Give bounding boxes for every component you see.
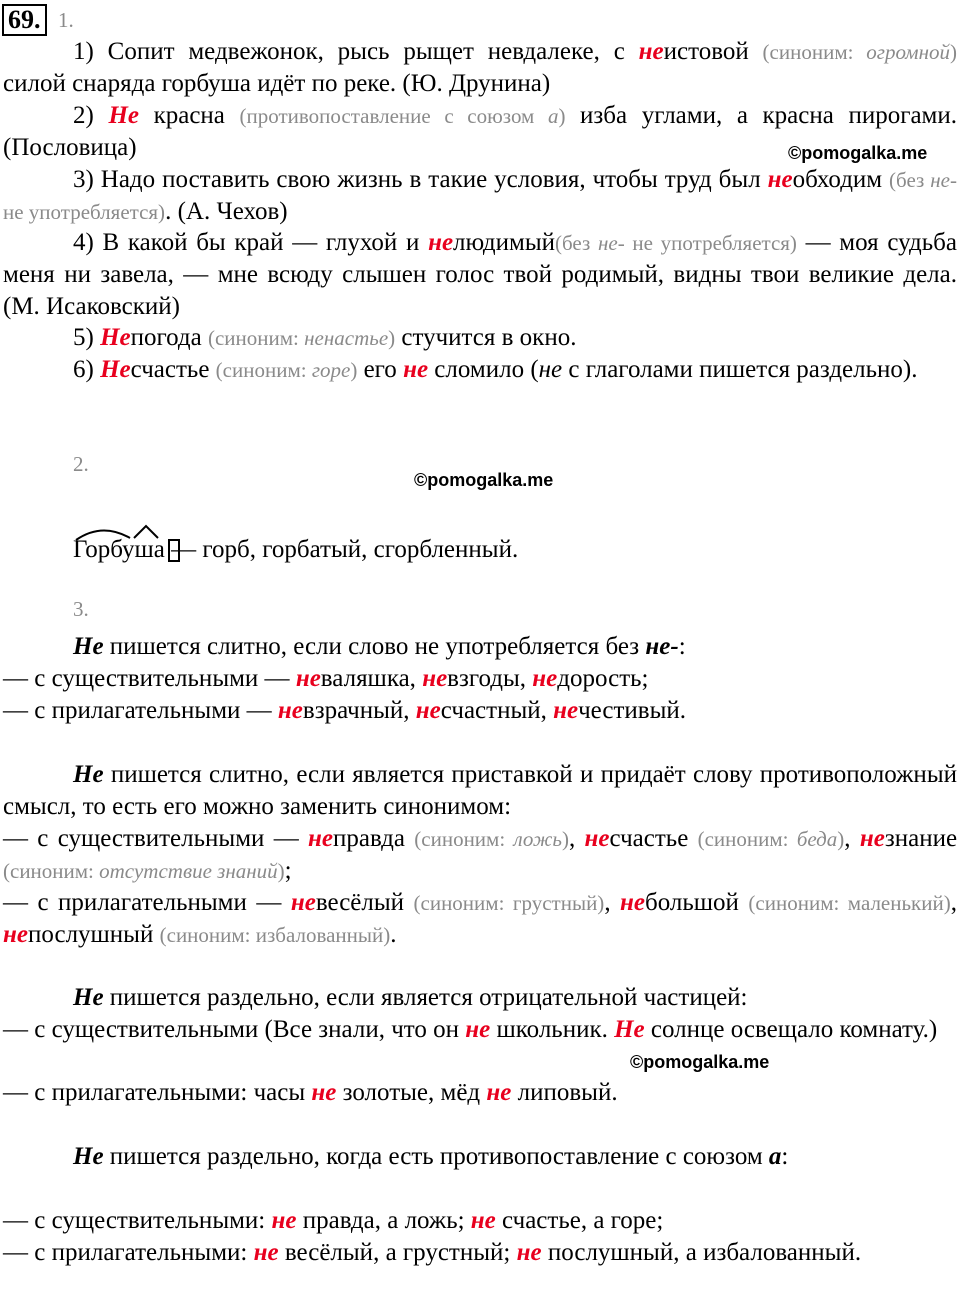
highlight-ne: не bbox=[553, 697, 579, 724]
analyzed-word: Горбуша bbox=[73, 536, 165, 563]
note-text: ) bbox=[561, 827, 569, 851]
note-text: ) bbox=[388, 326, 396, 350]
text: , bbox=[604, 889, 621, 916]
highlight-ne: не bbox=[532, 665, 558, 692]
watermark: ©pomogalka.me bbox=[788, 143, 928, 163]
note-text: (синоним: bbox=[3, 859, 100, 883]
note bbox=[240, 104, 566, 128]
note-text: (синоним: bbox=[697, 827, 797, 851]
highlight-ne: Не bbox=[614, 1016, 645, 1043]
note bbox=[555, 231, 797, 255]
note-text: (синоним: bbox=[207, 326, 305, 350]
text: погода bbox=[130, 324, 208, 351]
note-text: (без bbox=[889, 168, 931, 192]
text: послушный bbox=[27, 921, 160, 948]
note-italic: а bbox=[547, 104, 559, 128]
rule-2 bbox=[3, 759, 957, 823]
note bbox=[216, 358, 358, 382]
highlight-ne: не bbox=[767, 166, 793, 193]
text: , bbox=[950, 889, 957, 916]
note-text: (противопоставление с союзом bbox=[239, 104, 548, 128]
highlight-ne: не bbox=[638, 38, 664, 65]
highlight-ne: Не bbox=[108, 102, 139, 129]
text: 2) bbox=[73, 102, 109, 129]
text: пишется раздельно, если является отрицательной частицей: bbox=[103, 984, 748, 1011]
text: сломило ( bbox=[428, 356, 539, 383]
note-text: ) bbox=[950, 40, 957, 64]
highlight-ne: не bbox=[415, 697, 441, 724]
text: счастье bbox=[609, 825, 698, 852]
text: пишется слитно, если является приставкой и придаёт слову противоположный смысл, то есть его можно заменить синонимом: bbox=[3, 761, 957, 820]
note-italic: огромной bbox=[866, 40, 950, 64]
highlight-ne: не bbox=[277, 697, 303, 724]
text: 1) Сопит медвежонок, рысь рыщет невдалеке, с bbox=[73, 38, 639, 65]
text: счастье, а горе; bbox=[495, 1207, 664, 1234]
text: : bbox=[781, 1143, 789, 1170]
rule-2-adjectives bbox=[3, 887, 957, 951]
ne-label: Не bbox=[73, 1143, 104, 1170]
note: (синоним: грустный) bbox=[413, 891, 605, 915]
section-number-3: 3. bbox=[73, 597, 89, 621]
highlight-ne: не bbox=[308, 825, 333, 852]
note: (синоним: маленький) bbox=[748, 891, 951, 915]
note-text: ) bbox=[277, 859, 285, 883]
note-italic: беда bbox=[796, 827, 838, 851]
text: счастье bbox=[130, 356, 216, 383]
ne-label: не- bbox=[645, 633, 679, 660]
note-text: ) bbox=[837, 827, 845, 851]
text: с глаголами пишется раздельно). bbox=[562, 356, 918, 383]
note-text: ) bbox=[350, 358, 358, 382]
highlight-ne: не bbox=[428, 229, 454, 256]
text: 3) Надо поставить свою жизнь в такие условия, чтобы труд был bbox=[73, 166, 768, 193]
section-number-2: 2. bbox=[73, 452, 89, 476]
text: весёлый bbox=[315, 889, 414, 916]
text: — моя судьба меня ни завела, — мне всюду слышен голос твой родимый, видны твои великие дела. (М. Исаковский) bbox=[3, 229, 957, 320]
highlight-ne: не bbox=[516, 1239, 542, 1266]
text: пишется слитно, если слово не употребляется без bbox=[103, 633, 646, 660]
text: школьник. bbox=[490, 1016, 615, 1043]
text: — с прилагательными — bbox=[3, 889, 291, 916]
note: (синоним: избалованный) bbox=[159, 923, 391, 947]
highlight-ne: не bbox=[271, 1207, 297, 1234]
note-italic: ложь bbox=[513, 827, 562, 851]
text: . bbox=[390, 921, 397, 948]
text: правда, а ложь; bbox=[296, 1207, 471, 1234]
text: : bbox=[678, 633, 686, 660]
highlight-ne: не bbox=[470, 1207, 496, 1234]
watermark: ©pomogalka.me bbox=[630, 1052, 770, 1072]
note-italic: отсутствие знаний bbox=[99, 859, 278, 883]
note-text: (синоним: bbox=[414, 827, 514, 851]
morpheme-analysis bbox=[73, 534, 873, 566]
highlight-ne: не bbox=[584, 825, 610, 852]
highlight-ne: не bbox=[859, 825, 885, 852]
text: — с существительными — bbox=[3, 665, 296, 692]
sentence-3 bbox=[3, 164, 957, 228]
text: — с существительными: bbox=[3, 1207, 272, 1234]
text: 6) bbox=[73, 356, 101, 383]
text: 4) В какой бы край — глухой и bbox=[73, 229, 429, 256]
text: послушный, а избалованный. bbox=[541, 1239, 862, 1266]
highlight-ne: не bbox=[620, 889, 646, 916]
ne-label: Не bbox=[73, 761, 104, 788]
rule-2-nouns bbox=[3, 823, 957, 887]
text: истовой bbox=[663, 38, 763, 65]
text: ; bbox=[284, 857, 292, 884]
note-italic: ненастье bbox=[304, 326, 389, 350]
text: — с существительными — bbox=[3, 825, 309, 852]
text: пишется раздельно, когда есть противопоставление с союзом bbox=[103, 1143, 769, 1170]
note-text: (без bbox=[555, 231, 598, 255]
rule-1 bbox=[3, 631, 957, 663]
text: 5) bbox=[73, 324, 101, 351]
text: липовый. bbox=[511, 1079, 618, 1106]
text: , bbox=[844, 825, 860, 852]
text: красна bbox=[138, 102, 240, 129]
note bbox=[208, 326, 395, 350]
text: — горб, горбатый, сгорбленный. bbox=[164, 536, 519, 563]
rule-3 bbox=[3, 982, 957, 1014]
note-italic: не- bbox=[598, 231, 625, 255]
rule-4-adjectives bbox=[3, 1237, 957, 1269]
text: большой bbox=[645, 889, 749, 916]
rule-3-nouns bbox=[3, 1014, 957, 1046]
sentence-1 bbox=[3, 36, 957, 100]
rule-1-adjectives bbox=[3, 695, 957, 727]
text: правда bbox=[333, 825, 415, 852]
highlight-ne: не bbox=[290, 889, 316, 916]
note-text: ) bbox=[558, 104, 566, 128]
rule-1-nouns bbox=[3, 663, 957, 695]
text: — с прилагательными: bbox=[3, 1239, 254, 1266]
sentence-4 bbox=[3, 227, 957, 323]
rule-4 bbox=[3, 1141, 957, 1173]
highlight-ne: не bbox=[3, 921, 28, 948]
note bbox=[763, 40, 957, 64]
note-text: не употребляется) bbox=[624, 231, 797, 255]
sentence-5 bbox=[3, 322, 957, 354]
text: — с существительными (Все знали, что он bbox=[3, 1016, 466, 1043]
highlight-ne: не bbox=[295, 665, 321, 692]
ne-label: Не bbox=[73, 984, 104, 1011]
highlight-ne: не bbox=[403, 356, 429, 383]
section-number-1: 1. bbox=[58, 8, 74, 32]
text: , bbox=[568, 825, 585, 852]
sentence-6 bbox=[3, 354, 957, 386]
text: весёлый, а грустный; bbox=[278, 1239, 517, 1266]
text: — с прилагательными: часы bbox=[3, 1079, 312, 1106]
text: знание bbox=[884, 825, 958, 852]
text: . (А. Чехов) bbox=[165, 198, 288, 225]
text: золотые, мёд bbox=[336, 1079, 487, 1106]
text: взрачный, bbox=[302, 697, 416, 724]
note bbox=[414, 827, 569, 851]
text: взгоды, bbox=[447, 665, 533, 692]
ne-label: Не bbox=[73, 633, 104, 660]
highlight-ne: не bbox=[311, 1079, 337, 1106]
note bbox=[698, 827, 845, 851]
text: честивый. bbox=[578, 697, 687, 724]
note-text: не употребляется) bbox=[3, 200, 166, 224]
conjunction-a: а bbox=[768, 1143, 782, 1170]
highlight-ne: не bbox=[486, 1079, 512, 1106]
watermark: ©pomogalka.me bbox=[414, 470, 554, 490]
note bbox=[3, 859, 285, 883]
highlight-ne: не bbox=[422, 665, 448, 692]
highlight-ne: Не bbox=[100, 356, 131, 383]
text: счастный, bbox=[440, 697, 554, 724]
highlight-ne: не bbox=[465, 1016, 491, 1043]
text: валяшка, bbox=[320, 665, 423, 692]
exercise-number: 69. bbox=[2, 4, 47, 36]
italic-ne: не bbox=[538, 356, 563, 383]
rule-4-nouns bbox=[3, 1205, 957, 1237]
note-italic: горе bbox=[311, 358, 351, 382]
text: изба углами, а красна пирогами. (Пословица) bbox=[3, 102, 957, 161]
text: — с прилагательными — bbox=[3, 697, 278, 724]
text: стучится в окно. bbox=[395, 324, 577, 351]
rule-3-adjectives bbox=[3, 1077, 957, 1109]
note-italic: не- bbox=[930, 168, 957, 192]
text: его bbox=[357, 356, 404, 383]
note-text: (синоним: bbox=[215, 358, 312, 382]
text: солнце освещало комнату.) bbox=[644, 1016, 938, 1043]
text: людимый bbox=[453, 229, 556, 256]
highlight-ne: не bbox=[253, 1239, 279, 1266]
highlight-ne: Не bbox=[100, 324, 131, 351]
text: дорость; bbox=[557, 665, 649, 692]
text: силой снаряда горбуша идёт по реке. (Ю. Друнина) bbox=[3, 70, 551, 97]
note-text: (синоним: bbox=[762, 40, 867, 64]
text: обходим bbox=[792, 166, 890, 193]
